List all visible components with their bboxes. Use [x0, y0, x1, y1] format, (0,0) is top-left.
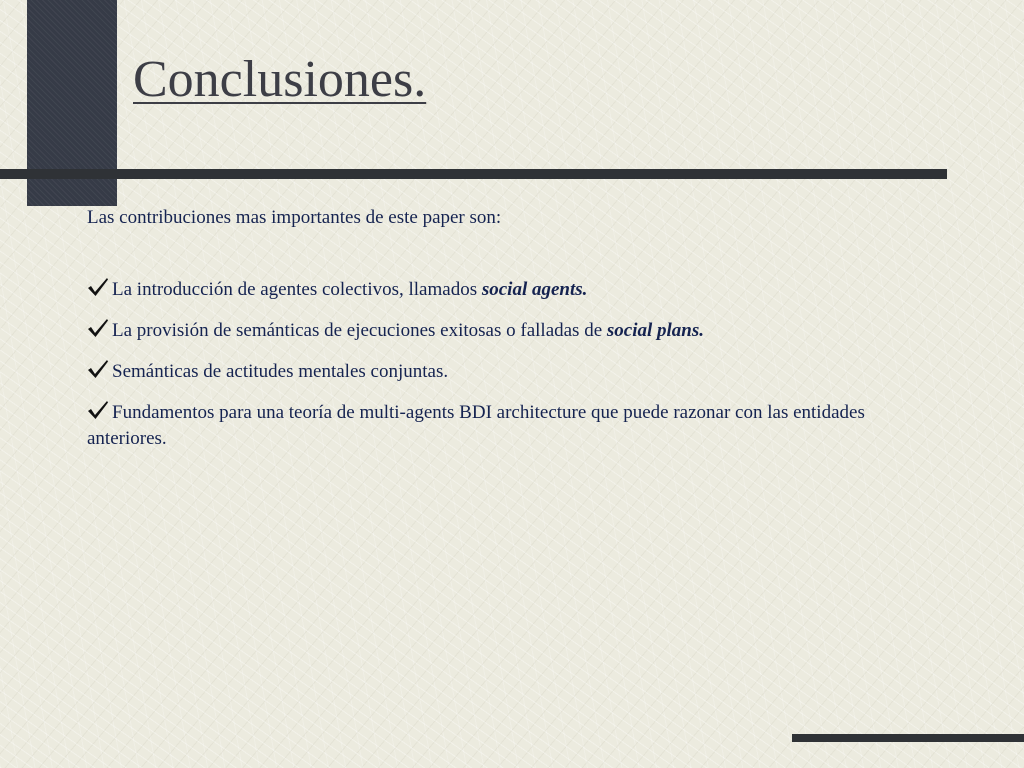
intro-text: Las contribuciones mas importantes de este paper son:	[87, 207, 502, 228]
bullet-text: Semánticas de actitudes mentales conjuntas.	[112, 361, 449, 382]
list-item	[87, 359, 947, 385]
conclusions-list	[87, 277, 947, 452]
list-item	[87, 318, 947, 344]
bullet-term: social agents.	[481, 279, 588, 300]
slide-title: Conclusiones.	[133, 51, 427, 108]
checkmark-icon	[87, 277, 109, 297]
bullet-term: social plans.	[606, 320, 705, 341]
checkmark-icon	[87, 400, 109, 420]
slide-content	[87, 205, 947, 467]
checkmark-icon	[87, 359, 109, 379]
checkmark-icon	[87, 318, 109, 338]
footer-rule	[792, 734, 1024, 742]
bullet-text: Fundamentos para una teoría de multi-agents BDI architecture que puede razonar con las entidades anteriores.	[87, 402, 865, 449]
title-divider-rule	[0, 169, 947, 179]
bullet-text: La introducción de agentes colectivos, llamados	[112, 279, 482, 300]
list-item	[87, 400, 947, 452]
list-item	[87, 277, 947, 303]
bullet-text: La provisión de semánticas de ejecuciones exitosas o falladas de	[112, 320, 607, 341]
